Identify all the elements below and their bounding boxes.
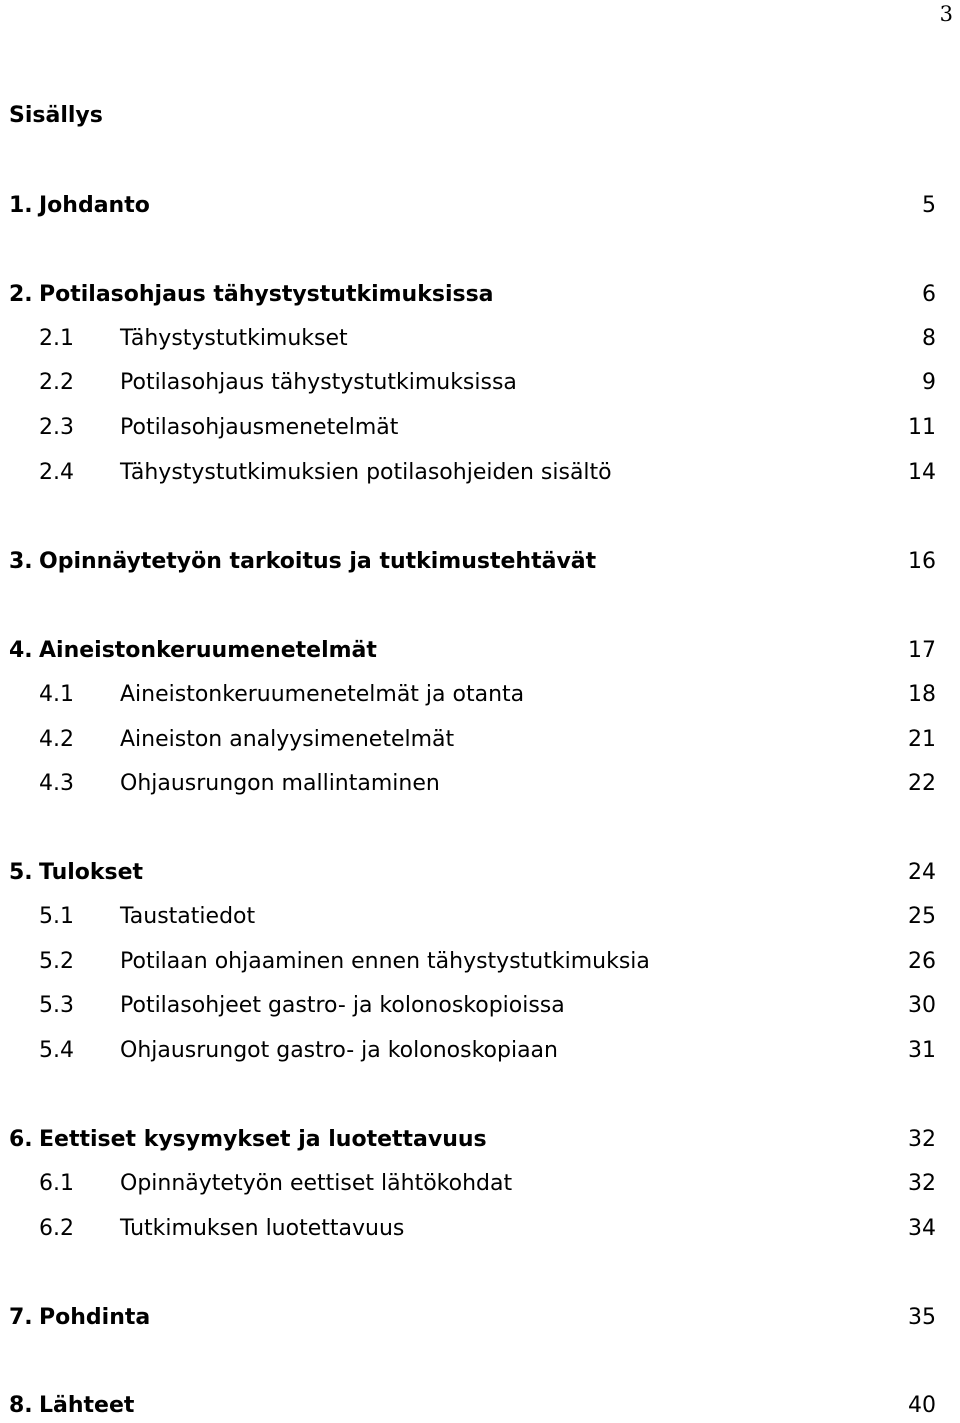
- toc-entry-title: Potilaan ohjaaminen ennen tähystystutkimuksia: [120, 949, 650, 974]
- toc-entry-page: 32: [908, 1171, 936, 1196]
- toc-entry-number: 8.: [9, 1393, 33, 1418]
- toc-entry-page: 17: [908, 638, 936, 663]
- toc-subsection-entry: [0, 326, 960, 356]
- toc-entry-page: 6: [922, 282, 936, 307]
- toc-entry-page: 8: [922, 326, 936, 351]
- toc-entry-page: 34: [908, 1216, 936, 1241]
- toc-entry-number: 2.: [9, 282, 33, 307]
- toc-entry-title: Aineiston analyysimenetelmät: [120, 727, 455, 752]
- toc-entry-number: 4.: [9, 638, 33, 663]
- toc-entry-number: 4.2: [39, 727, 74, 752]
- toc-entry-title: Johdanto: [39, 193, 150, 218]
- toc-entry-title: Aineistonkeruumenetelmät ja otanta: [120, 682, 525, 707]
- page-number: 3: [939, 2, 953, 26]
- toc-entry-number: 6.1: [39, 1171, 74, 1196]
- toc-entry-number: 5.4: [39, 1038, 74, 1063]
- toc-entry-page: 32: [908, 1127, 936, 1152]
- toc-entry-title: Tulokset: [39, 860, 144, 885]
- toc-subsection-entry: [0, 993, 960, 1023]
- toc-entry-page: 30: [908, 993, 936, 1018]
- toc-entry-number: 4.3: [39, 771, 74, 796]
- toc-entry-page: 11: [908, 415, 936, 440]
- toc-entry-number: 5.2: [39, 949, 74, 974]
- toc-entry-number: 1.: [9, 193, 33, 218]
- toc-chapter-entry: [0, 549, 960, 579]
- toc-subsection-entry: [0, 370, 960, 400]
- toc-entry-title: Taustatiedot: [120, 904, 256, 929]
- toc-subsection-entry: [0, 771, 960, 801]
- toc-entry-title: Ohjausrungon mallintaminen: [120, 771, 440, 796]
- toc-entry-title: Opinnäytetyön tarkoitus ja tutkimustehtävät: [39, 549, 597, 574]
- toc-chapter-entry: [0, 1305, 960, 1335]
- toc-subsection-entry: [0, 460, 960, 490]
- toc-entry-title: Tähystystutkimukset: [120, 326, 348, 351]
- toc-chapter-entry: [0, 638, 960, 668]
- toc-chapter-entry: [0, 282, 960, 312]
- toc-subsection-entry: [0, 682, 960, 712]
- toc-entry-page: 9: [922, 370, 936, 395]
- toc-chapter-entry: [0, 193, 960, 223]
- toc-entry-title: Potilasohjaus tähystystutkimuksissa: [120, 370, 517, 395]
- toc-chapter-entry: [0, 1127, 960, 1157]
- toc-entry-title: Pohdinta: [39, 1305, 151, 1330]
- toc-entry-page: 5: [922, 193, 936, 218]
- toc-entry-number: 2.2: [39, 370, 74, 395]
- toc-entry-number: 2.3: [39, 415, 74, 440]
- toc-entry-title: Tutkimuksen luotettavuus: [120, 1216, 405, 1241]
- toc-entry-number: 5.1: [39, 904, 74, 929]
- toc-subsection-entry: [0, 949, 960, 979]
- toc-entry-number: 7.: [9, 1305, 33, 1330]
- toc-subsection-entry: [0, 727, 960, 757]
- toc-entry-page: 21: [908, 727, 936, 752]
- toc-subsection-entry: [0, 1038, 960, 1068]
- toc-entry-title: Lähteet: [39, 1393, 135, 1418]
- toc-entry-page: 31: [908, 1038, 936, 1063]
- toc-entry-title: Tähystystutkimuksien potilasohjeiden sisältö: [120, 460, 612, 485]
- toc-subsection-entry: [0, 1216, 960, 1246]
- toc-entry-page: 26: [908, 949, 936, 974]
- toc-entry-page: 35: [908, 1305, 936, 1330]
- toc-entry-title: Eettiset kysymykset ja luotettavuus: [39, 1127, 487, 1152]
- toc-entry-number: 2.1: [39, 326, 74, 351]
- toc-entry-page: 22: [908, 771, 936, 796]
- toc-entry-title: Opinnäytetyön eettiset lähtökohdat: [120, 1171, 513, 1196]
- toc-entry-number: 5.: [9, 860, 33, 885]
- toc-entry-title: Ohjausrungot gastro- ja kolonoskopiaan: [120, 1038, 558, 1063]
- toc-entry-page: 16: [908, 549, 936, 574]
- toc-entry-title: Potilasohjeet gastro- ja kolonoskopioissa: [120, 993, 565, 1018]
- toc-subsection-entry: [0, 1171, 960, 1201]
- toc-subsection-entry: [0, 415, 960, 445]
- toc-entry-title: Aineistonkeruumenetelmät: [39, 638, 377, 663]
- toc-entry-number: 2.4: [39, 460, 74, 485]
- toc-entry-number: 5.3: [39, 993, 74, 1018]
- toc-title: Sisällys: [9, 103, 103, 128]
- toc-entry-title: Potilasohjaus tähystystutkimuksissa: [39, 282, 494, 307]
- toc-entry-title: Potilasohjausmenetelmät: [120, 415, 399, 440]
- toc-entry-page: 24: [908, 860, 936, 885]
- toc-entry-page: 25: [908, 904, 936, 929]
- toc-chapter-entry: [0, 860, 960, 890]
- toc-entry-page: 14: [908, 460, 936, 485]
- toc-entry-number: 3.: [9, 549, 33, 574]
- toc-entry-number: 6.: [9, 1127, 33, 1152]
- toc-subsection-entry: [0, 904, 960, 934]
- toc-entry-page: 40: [908, 1393, 936, 1418]
- toc-entry-number: 4.1: [39, 682, 74, 707]
- toc-entry-page: 18: [908, 682, 936, 707]
- toc-entry-number: 6.2: [39, 1216, 74, 1241]
